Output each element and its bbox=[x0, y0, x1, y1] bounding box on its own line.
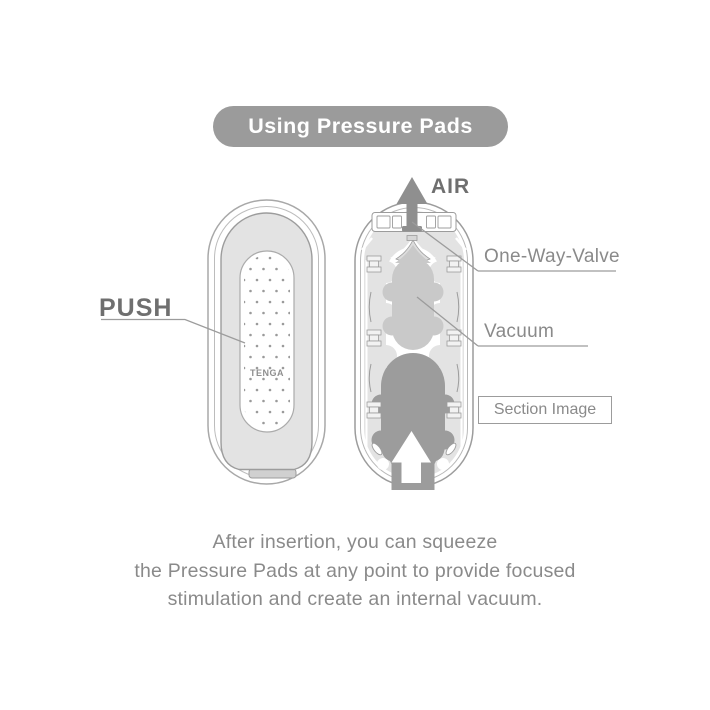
pressure-pad-dots bbox=[244, 255, 290, 428]
inserted-shaft bbox=[372, 353, 455, 490]
brand-logo: TENGA bbox=[250, 368, 284, 378]
front-base-foot bbox=[249, 469, 296, 478]
description-text bbox=[0, 528, 710, 614]
description-line-3: stimulation and create an internal vacuum. bbox=[167, 588, 543, 610]
air-label: AIR bbox=[431, 175, 471, 198]
push-label: PUSH bbox=[99, 294, 173, 322]
description-line-1: After insertion, you can squeeze bbox=[212, 531, 498, 553]
description-line-2: the Pressure Pads at any point to provide focused bbox=[134, 559, 576, 582]
vacuum-label: Vacuum bbox=[484, 321, 555, 342]
section-image-caption: Section Image bbox=[478, 396, 612, 424]
front-view-illustration bbox=[101, 200, 325, 484]
air-arrow-icon bbox=[397, 177, 428, 204]
one-way-valve-label: One-Way-Valve bbox=[484, 246, 620, 267]
page-title: Using Pressure Pads bbox=[248, 114, 473, 138]
